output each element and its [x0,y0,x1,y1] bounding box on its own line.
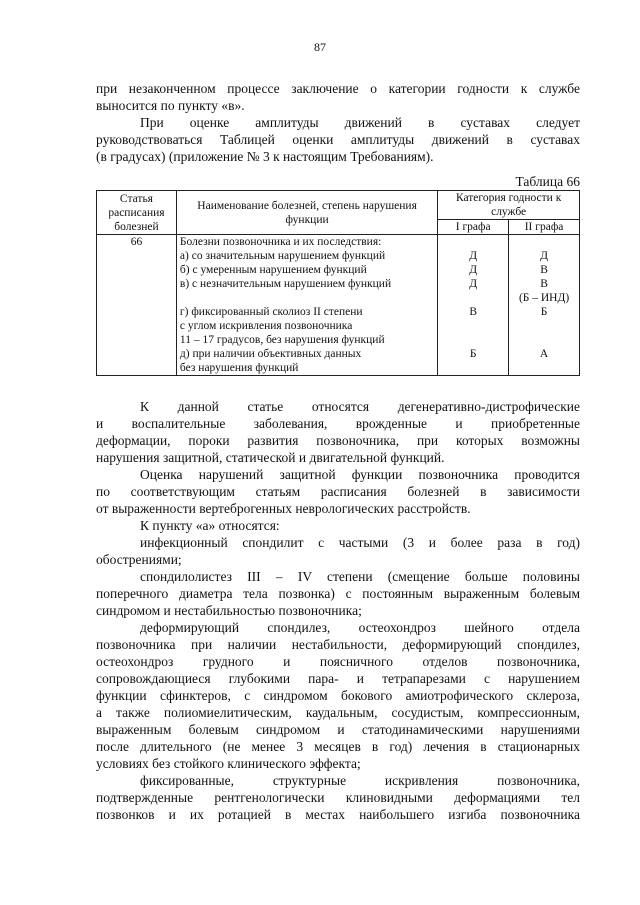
grafa-1-value: В [469,306,478,318]
grafa-2-value: В [540,278,548,290]
text-line: остеохондроз грудного и поясничного отделов позвоночника, [96,654,580,669]
body-paragraph-3 [96,517,580,534]
fitness-category-table [96,190,580,376]
grafa-2-value [512,333,576,347]
grafa-2-value: Д [540,250,548,262]
disease-line: Болезни позвоночника и их последствия: [179,236,382,248]
header-category: Категория годности к службе [438,191,580,220]
text-line: (в градусах) (приложение № 3 к настоящим Требованиям). [96,149,434,164]
cell-article: 66 [97,235,177,376]
header-article: Статья расписания болезней [97,191,177,235]
grafa-1-value [441,319,505,333]
text-line: нарушения защитной, статической и двигательной функций. [96,450,445,465]
text-line: деформации, пороки развития позвоночника, при которых возможны [96,433,580,448]
table-caption: Таблица 66 [515,174,580,189]
body-paragraph-2 [96,466,580,517]
grafa-1-value [441,291,505,305]
intro-paragraph-1 [96,80,580,114]
intro-paragraph-2 [96,114,580,165]
disease-line: в) с незначительным нарушением функций [179,278,392,290]
body-paragraph-7 [96,772,580,823]
grafa-1-value: Д [469,264,478,276]
grafa-1-value [441,235,505,249]
text-line: при незаконченном процессе заключение о категории годности к службе [96,81,580,96]
grafa-2-value: А [539,348,549,360]
grafa-2-value [512,361,576,375]
text-line: и воспалительные заболевания, врожденные и приобретенные [96,416,580,431]
text-line: позвоночника при наличии нестабильности, деформирующий спондилез, [96,637,580,652]
grafa-2-value: (Б – ИНД) [518,292,570,304]
text-line: спондилолистез III – IV степени (смещение больше половины [140,569,580,584]
text-line: выраженным болевым синдромом и статодинамическими нарушениями [96,722,580,737]
page-number: 87 [314,40,326,54]
text-line: подтвержденные рентгенологически клиновидными деформациями тел [96,790,580,805]
grafa-1-value [441,333,505,347]
text-line: функции сфинктеров, с синдромом бокового амиотрофического склероза, [96,688,580,703]
text-line: синдромом и нестабильностью позвоночника; [96,603,362,618]
disease-line: г) фиксированный сколиоз II степени [179,306,363,318]
cell-disease [176,235,437,376]
grafa-1-value: Б [469,348,477,360]
text-line: поперечного диаметра тела позвонка) с постоянным выраженным болевым [96,586,580,601]
disease-line: 11 – 17 градусов, без нарушения функций [179,334,385,346]
body-paragraph-1 [96,398,580,466]
text-line: условиях без стойкого клинического эффекта; [96,756,361,771]
grafa-1-value [441,361,505,375]
text-line: К пункту «а» относятся: [140,518,280,533]
text-line: по соответствующим статьям расписания болезней в зависимости [96,484,580,499]
grafa-2-value: В [540,264,548,276]
header-grafa-2: II графа [509,220,580,235]
text-line: фиксированные, структурные искривления позвоночника, [140,773,580,788]
text-line: позвонков и их ротацией в местах наибольшего изгиба позвоночника [96,807,580,822]
body-paragraph-5 [96,568,580,619]
text-line: руководствоваться Таблицей оценки амплитуды движений в суставах [96,132,580,147]
disease-line: д) при наличии объективных данных [179,348,362,360]
text-line: от выраженности вертеброгенных неврологических расстройств. [96,501,471,516]
text-line: после длительного (не менее 3 месяцев в год) лечения в стационарных [96,739,580,754]
disease-line: без нарушения функций [179,362,299,374]
text-line: деформирующий спондилез, остеохондроз шейного отдела [140,620,580,635]
text-line: При оценке амплитуды движений в суставах следует [140,115,580,130]
disease-line [180,291,434,305]
text-line: а также полиомиелитическим, каудальным, сосудистым, компрессионным, [96,705,580,720]
disease-line: б) с умеренным нарушением функций [179,264,367,276]
grafa-1-value: Д [469,278,478,290]
grafa-1-value: Д [469,250,478,262]
header-disease: Наименование болезней, степень нарушения функции [176,191,437,235]
disease-line: а) со значительным нарушением функций [179,250,386,262]
text-line: обострениями; [96,552,182,567]
cell-grafa-1 [438,235,509,376]
text-line: выносится по пункту «в». [96,98,245,113]
header-grafa-1: I графа [438,220,509,235]
text-line: инфекционный спондилит с частыми (3 и более раза в год) [140,535,580,550]
body-paragraph-4 [96,534,580,568]
cell-grafa-2 [509,235,580,376]
text-line: сопровождающиеся глубокими пара- и тетрапарезами с нарушением [96,671,580,686]
text-line: К данной статье относятся дегенеративно-дистрофические [140,399,580,414]
grafa-2-value [512,319,576,333]
grafa-2-value: Б [540,306,548,318]
text-line: Оценка нарушений защитной функции позвоночника проводится [140,467,580,482]
disease-line: с углом искривления позвоночника [179,320,353,332]
grafa-2-value [512,235,576,249]
body-paragraph-6 [96,619,580,772]
